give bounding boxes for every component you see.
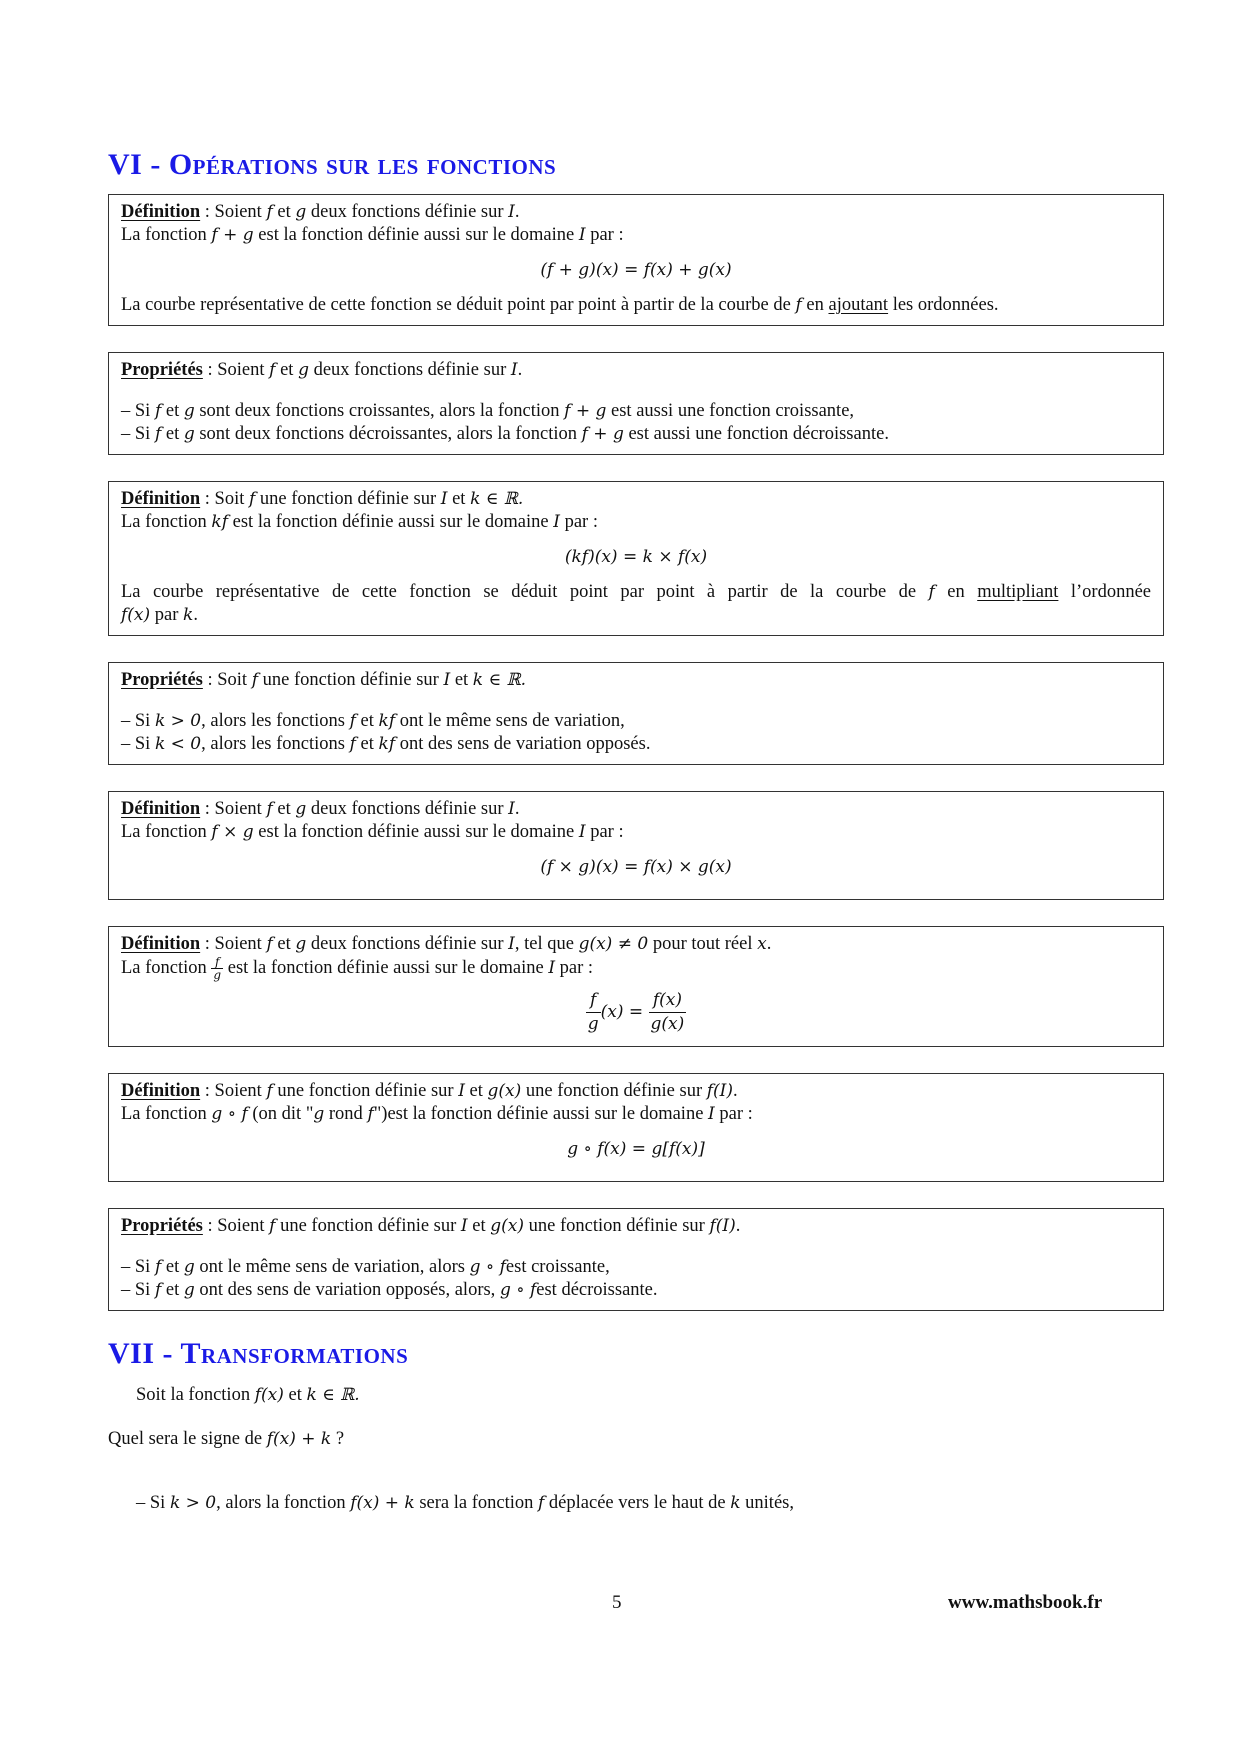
math-g: g (298, 360, 309, 380)
text: : Soit (202, 670, 252, 690)
math-g: g (295, 202, 307, 222)
def-kf-line4 (121, 604, 1151, 627)
math-I: I (440, 489, 448, 509)
math-f: f (154, 424, 162, 444)
math-I: I (553, 512, 560, 532)
def-kf-line1 (121, 488, 1151, 511)
def-kf-line2 (121, 511, 1151, 534)
text: et (275, 360, 299, 380)
text: en (934, 582, 978, 602)
text: Soit la fonction (136, 1385, 255, 1405)
section7-question (108, 1427, 1164, 1451)
math-fx-plus-k: f(x) + k (350, 1493, 415, 1513)
formula-quotient (121, 989, 1151, 1036)
section-title-6: VI - Opérations sur les fonctions (108, 148, 557, 181)
text: , alors la fonction (216, 1493, 351, 1513)
math-gx: g(x) (490, 1216, 524, 1236)
text: . (514, 202, 520, 222)
math-g: g (183, 1280, 195, 1300)
text: et (464, 1081, 488, 1101)
math-f: f (154, 401, 162, 421)
text: La fonction (121, 1104, 212, 1124)
math-f: f (266, 799, 273, 819)
text: . (735, 1216, 741, 1236)
properties-kf-box (108, 662, 1164, 765)
page-content (108, 148, 1164, 1515)
math-fI: f(I) (709, 1216, 736, 1236)
definition-label: Définition (121, 489, 201, 509)
text: La fonction (121, 822, 212, 842)
text: une fonction définie sur (523, 1216, 710, 1236)
math-g: g (313, 1104, 325, 1124)
math-f: f (928, 582, 935, 602)
def-sum-line2 (121, 224, 1151, 247)
def-comp-line1 (121, 1080, 1151, 1103)
math-f: f (154, 1280, 162, 1300)
def-quot-line1 (121, 933, 1151, 956)
def-quot-line2 (121, 956, 1151, 981)
math-f-plus-g: f + g (564, 401, 607, 421)
definition-label: Définition (121, 202, 201, 222)
text: est croissante, (505, 1257, 610, 1277)
text: et (272, 799, 296, 819)
text: et (447, 489, 471, 509)
math-fI: f(I) (706, 1081, 734, 1101)
text: deux fonctions définie sur (306, 799, 509, 819)
text: est aussi une fonction croissante, (606, 401, 855, 421)
text: La courbe représentative de cette fonction se déduit point par point à partir de la courbe de (121, 295, 796, 315)
text: . (514, 799, 520, 819)
text: et (355, 734, 379, 754)
math-k-in-R: k ∈ ℝ. (306, 1385, 360, 1405)
text: deux fonctions définie sur (308, 360, 511, 380)
text: par : (555, 957, 594, 978)
denominator: g (587, 1014, 599, 1034)
list-item (108, 1491, 1164, 1515)
text: une fonction définie sur (521, 1081, 707, 1101)
text: par : (559, 512, 598, 532)
def-comp-line2 (121, 1103, 1151, 1126)
math-fx: f(x) (254, 1385, 284, 1405)
text: sera la fonction (414, 1493, 538, 1513)
text: par : (585, 822, 624, 842)
math-I: I (458, 1081, 465, 1101)
text: et (355, 711, 379, 731)
math-x: x (757, 934, 767, 954)
text: par : (585, 225, 624, 245)
math-g-circ-f: g ∘ f (499, 1280, 537, 1300)
numerator: f (211, 956, 223, 969)
text: – Si (121, 1257, 155, 1277)
text: deux fonctions définie sur (306, 934, 509, 954)
text: et (161, 424, 184, 444)
math-f: f (248, 489, 256, 509)
text: et (272, 934, 296, 954)
text: et (450, 670, 473, 690)
math-f: f (538, 1493, 545, 1513)
text: – Si (121, 711, 155, 731)
text: une fonction définie sur (258, 670, 444, 690)
def-prod-line2 (121, 821, 1151, 844)
list-item (121, 423, 1151, 446)
prop-kf-intro (121, 669, 1151, 692)
text: Quel sera le signe de (108, 1429, 267, 1449)
text: ont des sens de variation opposés. (395, 734, 651, 754)
math-kf: kf (378, 711, 396, 731)
math-k: k (730, 1493, 741, 1513)
text: sont deux fonctions croissantes, alors la fonction (194, 401, 565, 421)
math-f: f (795, 295, 802, 315)
list-item (121, 400, 1151, 423)
text: pour tout réel (648, 934, 758, 954)
text: est la fonction définie aussi sur le domaine (253, 822, 579, 842)
math-I: I (508, 934, 515, 954)
math-g: g (295, 934, 307, 954)
math-kf: kf (378, 734, 396, 754)
text: , alors les fonctions (201, 711, 350, 731)
numerator: f (586, 989, 601, 1013)
text: deux fonctions définie sur (306, 202, 509, 222)
text: déplacée vers le haut de (544, 1493, 731, 1513)
properties-label: Propriétés (121, 670, 203, 690)
text: (x) = (600, 1002, 644, 1022)
text: , alors les fonctions (201, 734, 350, 754)
text: et (272, 202, 296, 222)
definition-product-box (108, 791, 1164, 900)
text: La fonction (121, 957, 212, 978)
text: sont deux fonctions décroissantes, alors la fonction (194, 424, 582, 444)
math-I: I (443, 670, 451, 690)
denominator: g(x) (650, 1014, 685, 1034)
text: : Soient (200, 934, 267, 954)
text: , tel que (514, 934, 579, 954)
math-g: g (183, 1257, 195, 1277)
math-k-in-R: k ∈ ℝ. (470, 489, 524, 509)
def-kf-line3 (121, 581, 1151, 604)
site-url: www.mathsbook.fr (948, 1592, 1103, 1613)
math-g-circ-f: g ∘ f (211, 1104, 248, 1124)
underlined-word: ajoutant (828, 295, 889, 315)
text: est la fonction définie aussi sur le domaine (253, 225, 579, 245)
text: ont le même sens de variation, alors (194, 1257, 470, 1277)
text: La fonction (121, 225, 212, 245)
math-I: I (508, 202, 515, 222)
text: : Soit (200, 489, 249, 509)
math-I: I (708, 1104, 715, 1124)
math-f: f (269, 1216, 276, 1236)
math-I: I (460, 1216, 468, 1236)
text: en (801, 295, 829, 315)
text: et (161, 401, 184, 421)
text: (on dit " (247, 1104, 314, 1124)
math-f: f (154, 1257, 162, 1277)
formula-composition: g ∘ f(x) = g[f(x)] (567, 1139, 705, 1159)
list-item (121, 1256, 1151, 1279)
math-kf: kf (211, 512, 229, 532)
text: l’ordonnée (1058, 582, 1151, 602)
definition-composition-box (108, 1073, 1164, 1182)
math-k-positive: k > 0 (154, 711, 202, 731)
text: est décroissante. (536, 1280, 658, 1300)
math-g: g (183, 401, 195, 421)
math-g-circ-f: g ∘ f (469, 1257, 506, 1277)
text: . (517, 360, 523, 380)
fraction-fx-over-gx (649, 989, 687, 1036)
math-f-times-g: f × g (211, 822, 254, 842)
definition-kf-box (108, 481, 1164, 636)
math-gx: g(x) (487, 1081, 522, 1101)
text: par (150, 605, 184, 625)
text: ")est la fonction définie aussi sur le domaine (373, 1104, 709, 1124)
formula-product: (f × g)(x) = f(x) × g(x) (540, 857, 732, 877)
text: . (193, 605, 198, 625)
text: ont des sens de variation opposés, alors, (194, 1280, 500, 1300)
math-f: f (367, 1104, 374, 1124)
math-I: I (578, 225, 586, 245)
math-I: I (578, 822, 586, 842)
properties-label: Propriétés (121, 1216, 203, 1236)
text: une fonction définie sur (255, 489, 441, 509)
prop-comp-intro (121, 1215, 1151, 1238)
definition-quotient-box (108, 926, 1164, 1047)
text: – Si (136, 1493, 170, 1513)
text: – Si (121, 401, 155, 421)
math-k: k (183, 605, 194, 625)
underlined-word: multipliant (977, 582, 1059, 602)
properties-sum-box (108, 352, 1164, 455)
text: et (283, 1385, 307, 1405)
math-k-negative: k < 0 (154, 734, 202, 754)
text: La courbe représentative de cette fonction se déduit point par point à partir de la courbe de (121, 582, 929, 602)
properties-composition-box (108, 1208, 1164, 1311)
formula-kf: (kf)(x) = k × f(x) (564, 547, 708, 567)
list-item (121, 1279, 1151, 1302)
math-f: f (251, 670, 258, 690)
fraction-f-over-g-small (211, 956, 223, 981)
text: une fonction définie sur (272, 1081, 459, 1101)
math-f: f (349, 734, 356, 754)
math-I: I (548, 957, 556, 978)
math-f: f (266, 934, 273, 954)
math-g: g (183, 424, 195, 444)
math-k-positive: k > 0 (169, 1493, 217, 1513)
page-number: 5 (612, 1592, 622, 1613)
numerator: f(x) (649, 989, 687, 1013)
list-item (121, 710, 1151, 733)
def-sum-line3 (121, 294, 1151, 317)
def-prod-line1 (121, 798, 1151, 821)
text: : Soient (202, 360, 270, 380)
definition-label: Définition (121, 1081, 201, 1101)
section-title-7: VII - Transformations (108, 1337, 409, 1370)
definition-label: Définition (121, 934, 201, 954)
text: et (161, 1280, 184, 1300)
text: est la fonction définie aussi sur le domaine (223, 957, 549, 978)
prop-sum-intro (121, 359, 1151, 382)
text: La fonction (121, 512, 212, 532)
list-item (121, 733, 1151, 756)
text: est la fonction définie aussi sur le domaine (228, 512, 554, 532)
math-f-plus-g: f + g (581, 424, 624, 444)
text: : Soient (202, 1216, 270, 1236)
math-g: g (295, 799, 307, 819)
text: : Soient (200, 1081, 267, 1101)
section7-intro (108, 1383, 1164, 1407)
definition-label: Définition (121, 799, 201, 819)
text: les ordonnées. (888, 295, 999, 315)
math-I: I (508, 799, 515, 819)
text: ? (331, 1429, 345, 1449)
text: – Si (121, 424, 155, 444)
text: – Si (121, 1280, 155, 1300)
math-k-in-R: k ∈ ℝ. (472, 670, 527, 690)
text: . (766, 934, 772, 954)
text: et (467, 1216, 491, 1236)
fraction-f-over-g (586, 989, 601, 1036)
text: par : (714, 1104, 753, 1124)
text: unités, (740, 1493, 794, 1513)
text: ont le même sens de variation, (395, 711, 625, 731)
definition-sum-box (108, 194, 1164, 326)
text: est aussi une fonction décroissante. (623, 424, 889, 444)
text: – Si (121, 734, 155, 754)
math-f: f (269, 360, 276, 380)
math-g-nonzero: g(x) ≠ 0 (578, 934, 649, 954)
properties-label: Propriétés (121, 360, 203, 380)
text: une fonction définie sur (275, 1216, 461, 1236)
math-I: I (510, 360, 518, 380)
math-fx-plus-k: f(x) + k (266, 1429, 332, 1449)
math-f-plus-g: f + g (211, 225, 254, 245)
text: rond (324, 1104, 368, 1124)
math-fx: f(x) (121, 605, 151, 625)
math-f: f (349, 711, 356, 731)
text: : Soient (200, 799, 267, 819)
text: : Soient (200, 202, 267, 222)
text: et (161, 1257, 184, 1277)
def-sum-line1 (121, 201, 1151, 224)
math-f: f (266, 202, 273, 222)
denominator: g (213, 968, 222, 982)
math-f: f (266, 1081, 273, 1101)
formula-sum: (f + g)(x) = f(x) + g(x) (540, 260, 732, 280)
text: . (733, 1081, 738, 1101)
